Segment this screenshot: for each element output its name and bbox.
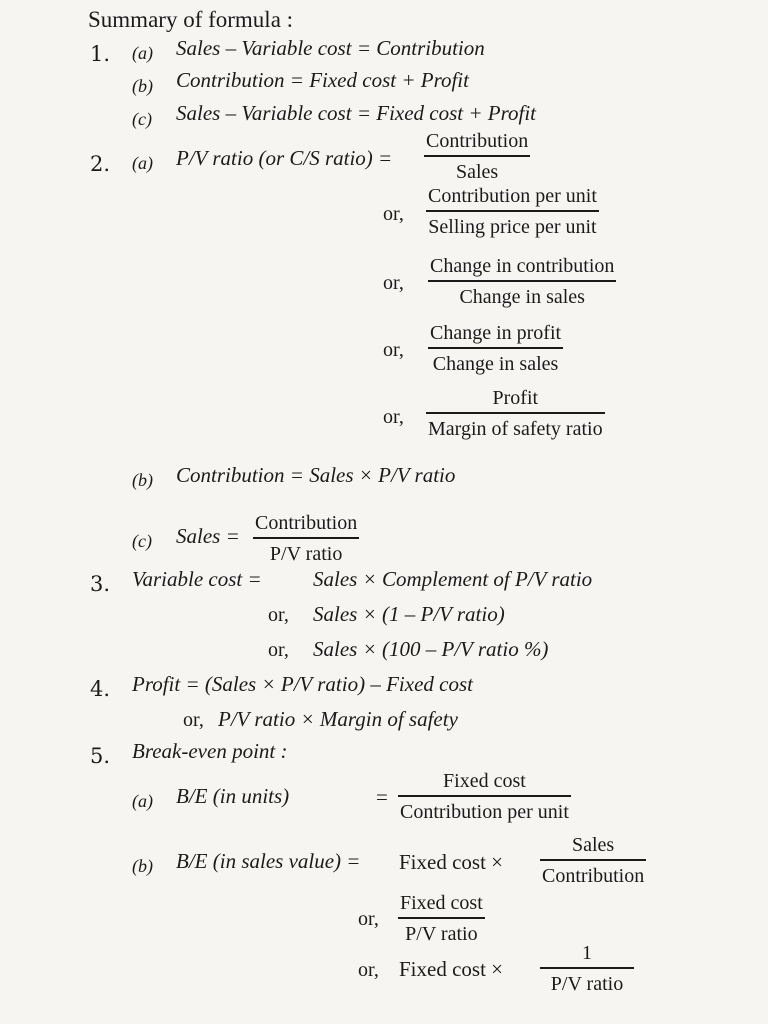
s5-b-formula-lhs: B/E (in sales value) = xyxy=(176,849,361,873)
fraction-denominator: Margin of safety ratio xyxy=(428,418,603,440)
fraction-bar xyxy=(253,537,359,539)
fraction-denominator: P/V ratio xyxy=(405,923,478,945)
s2-a-formula-lhs: P/V ratio (or C/S ratio) = xyxy=(176,146,393,170)
break-even-reciprocal-fraction xyxy=(540,943,634,994)
fraction-bar xyxy=(398,917,485,919)
fraction-denominator: Contribution xyxy=(542,865,645,887)
page-title: Summary of formula : xyxy=(88,7,294,32)
s2-c-formula-lhs: Sales = xyxy=(176,524,240,548)
pv-ratio-fraction-4 xyxy=(428,323,563,374)
s2-c-label: (c) xyxy=(132,531,152,551)
fraction-bar xyxy=(398,795,571,797)
pv-ratio-fraction-3 xyxy=(428,256,616,307)
fraction-bar xyxy=(426,210,599,212)
fraction-bar xyxy=(540,859,646,861)
section-5-number: 5. xyxy=(90,744,111,768)
fraction-denominator: Contribution per unit xyxy=(400,801,569,823)
fraction-numerator: Contribution xyxy=(426,130,529,152)
or-label: or, xyxy=(383,203,404,225)
section-1-number: 1. xyxy=(90,42,111,66)
fraction-denominator: Change in sales xyxy=(459,286,585,308)
fraction-numerator: Contribution xyxy=(255,512,358,534)
fraction-denominator: Change in sales xyxy=(432,353,559,375)
pv-ratio-fraction-2 xyxy=(426,186,599,237)
fraction-numerator: Change in profit xyxy=(430,322,562,344)
fraction-denominator: Sales xyxy=(456,161,499,183)
s3-formula-alt-2: Sales × (100 – P/V ratio %) xyxy=(313,637,549,661)
s4-formula: Profit = (Sales × P/V ratio) – Fixed cost xyxy=(132,672,473,696)
fraction-bar xyxy=(540,967,634,969)
s2-b-formula: Contribution = Sales × P/V ratio xyxy=(176,463,456,487)
or-label: or, xyxy=(268,639,289,661)
s3-formula-lhs: Variable cost = xyxy=(132,567,262,591)
s3-formula-rhs: Sales × Complement of P/V ratio xyxy=(313,567,593,591)
s1-c-formula: Sales – Variable cost = Fixed cost + Profit xyxy=(176,101,537,125)
s5-b-label: (b) xyxy=(132,856,153,876)
s2-a-label: (a) xyxy=(132,153,153,173)
fraction-numerator: Contribution per unit xyxy=(428,185,597,207)
break-even-sales-alt-fraction xyxy=(398,893,485,944)
s2-b-label: (b) xyxy=(132,470,153,490)
section-3-number: 3. xyxy=(90,572,111,596)
break-even-units-fraction xyxy=(398,771,571,822)
or-label: or, xyxy=(383,272,404,294)
fraction-numerator: Profit xyxy=(492,387,539,409)
fraction-denominator: P/V ratio xyxy=(550,973,624,995)
s1-b-label: (b) xyxy=(132,76,153,96)
s5-b-multiplier: Fixed cost × xyxy=(399,850,504,874)
fraction-bar xyxy=(428,280,616,282)
or-label: or, xyxy=(358,908,379,930)
or-label: or, xyxy=(183,709,204,731)
s5-heading: Break-even point : xyxy=(132,739,288,763)
fraction-numerator: Fixed cost xyxy=(400,892,483,914)
fraction-denominator: P/V ratio xyxy=(269,543,343,565)
pv-ratio-fraction-5 xyxy=(426,388,605,439)
s1-a-label: (a) xyxy=(132,43,153,63)
fraction-bar xyxy=(424,155,530,157)
or-label: or, xyxy=(383,339,404,361)
or-label: or, xyxy=(268,604,289,626)
sales-fraction xyxy=(253,513,359,564)
fraction-denominator: Selling price per unit xyxy=(428,216,597,238)
fraction-numerator: 1 xyxy=(582,942,592,964)
pv-ratio-fraction-1 xyxy=(424,131,530,182)
s5-a-label: (a) xyxy=(132,791,153,811)
s3-formula-alt-1: Sales × (1 – P/V ratio) xyxy=(313,602,505,626)
s4-formula-alt: P/V ratio × Margin of safety xyxy=(218,707,458,731)
or-label: or, xyxy=(383,406,404,428)
section-2-number: 2. xyxy=(90,152,111,176)
break-even-sales-fraction xyxy=(540,835,646,886)
section-4-number: 4. xyxy=(90,677,111,701)
s5-d-multiplier: Fixed cost × xyxy=(399,957,504,981)
s1-a-formula: Sales – Variable cost = Contribution xyxy=(176,36,485,60)
fraction-numerator: Sales xyxy=(572,834,615,856)
s1-c-label: (c) xyxy=(132,109,152,129)
s1-b-formula: Contribution = Fixed cost + Profit xyxy=(176,68,469,92)
equals-sign: = xyxy=(376,785,388,809)
fraction-bar xyxy=(426,412,605,414)
fraction-numerator: Fixed cost xyxy=(443,770,526,792)
or-label: or, xyxy=(358,959,379,981)
s5-a-formula-lhs: B/E (in units) xyxy=(176,784,290,808)
fraction-bar xyxy=(428,347,563,349)
fraction-numerator: Change in contribution xyxy=(430,255,615,277)
